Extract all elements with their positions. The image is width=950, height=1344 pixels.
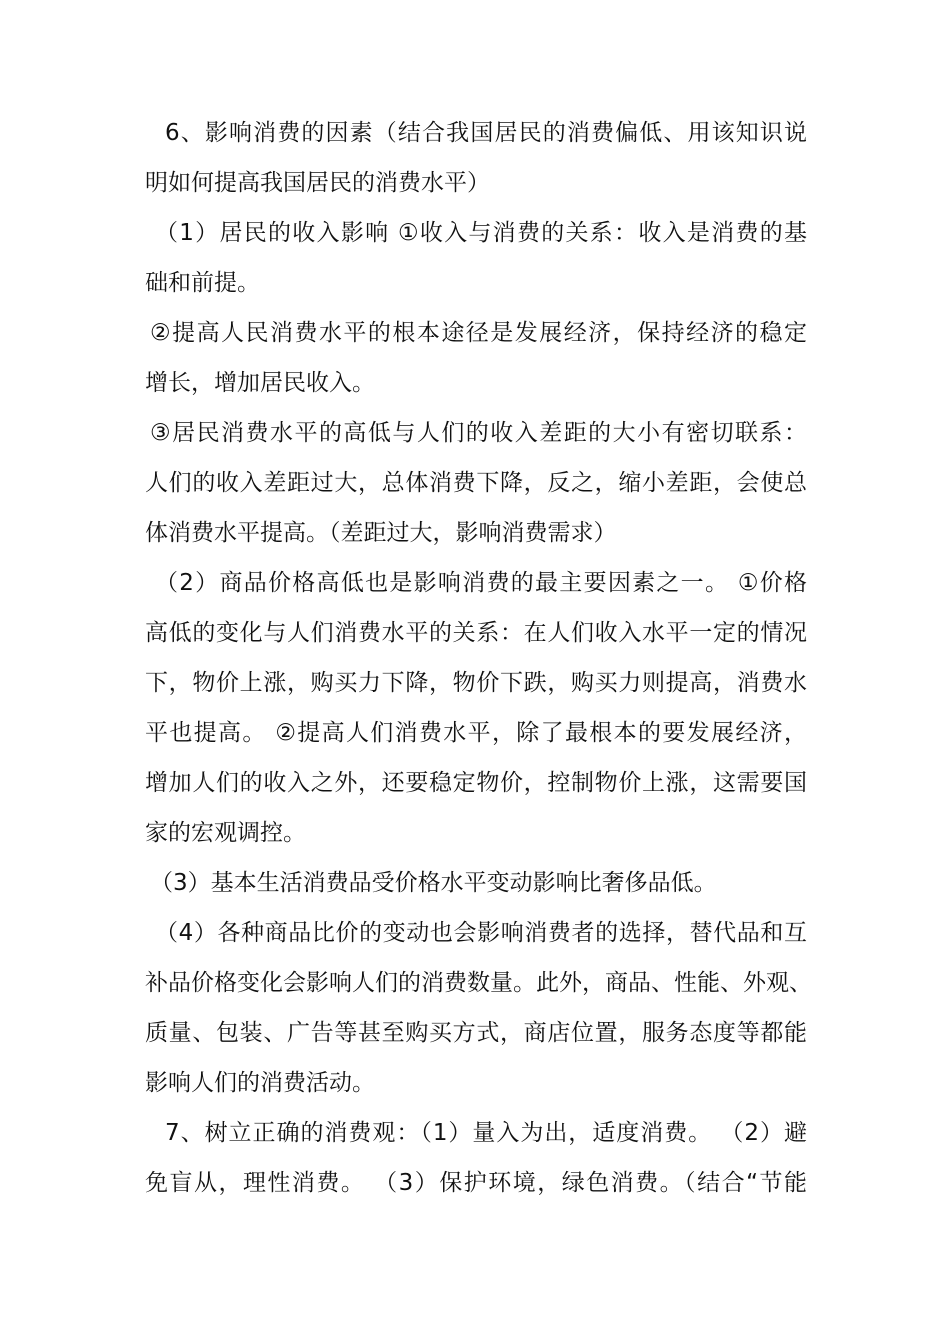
text-line: 6、影响消费的因素（结合我国居民的消费偏低、用该知识说 [165,120,807,146]
text-line: 家的宏观调控。 [145,820,306,846]
text-line: 础和前提。 [145,270,260,296]
text-line: （1）居民的收入影响 ①收入与消费的关系：收入是消费的基 [155,220,807,246]
document-body [145,108,812,1208]
text-line: 增长，增加居民收入。 [145,370,375,396]
text-line: 7、树立正确的消费观：（1）量入为出，适度消费。 （2）避 [165,1120,807,1146]
text-line: 平也提高。 ②提高人们消费水平，除了最根本的要发展经济， [145,720,807,746]
text-line: 免盲从，理性消费。 （3）保护环境，绿色消费。（结合“节能 [145,1170,807,1196]
text-line: （3）基本生活消费品受价格水平变动影响比奢侈品低。 [150,870,717,896]
text-line: 增加人们的收入之外，还要稳定物价，控制物价上涨，这需要国 [145,770,807,796]
text-line: 高低的变化与人们消费水平的关系：在人们收入水平一定的情况 [145,620,807,646]
text-line: （4）各种商品比价的变动也会影响消费者的选择，替代品和互 [155,920,807,946]
text-line: 下，物价上涨，购买力下降，物价下跌，购买力则提高，消费水 [145,670,807,696]
text-line: 明如何提高我国居民的消费水平） [145,170,490,196]
text-line: ③居民消费水平的高低与人们的收入差距的大小有密切联系： [150,420,807,446]
text-line: 质量、包装、广告等甚至购买方式，商店位置，服务态度等都能 [145,1020,807,1046]
text-line: 体消费水平提高。（差距过大，影响消费需求） [145,520,617,546]
text-line: 补品价格变化会影响人们的消费数量。此外，商品、性能、外观、 [145,970,812,996]
text-line: ②提高人民消费水平的根本途径是发展经济，保持经济的稳定 [150,320,807,346]
text-line: 影响人们的消费活动。 [145,1070,375,1096]
text-line: （2）商品价格高低也是影响消费的最主要因素之一。 ①价格 [155,570,807,596]
text-line: 人们的收入差距过大，总体消费下降，反之，缩小差距，会使总 [145,470,807,496]
